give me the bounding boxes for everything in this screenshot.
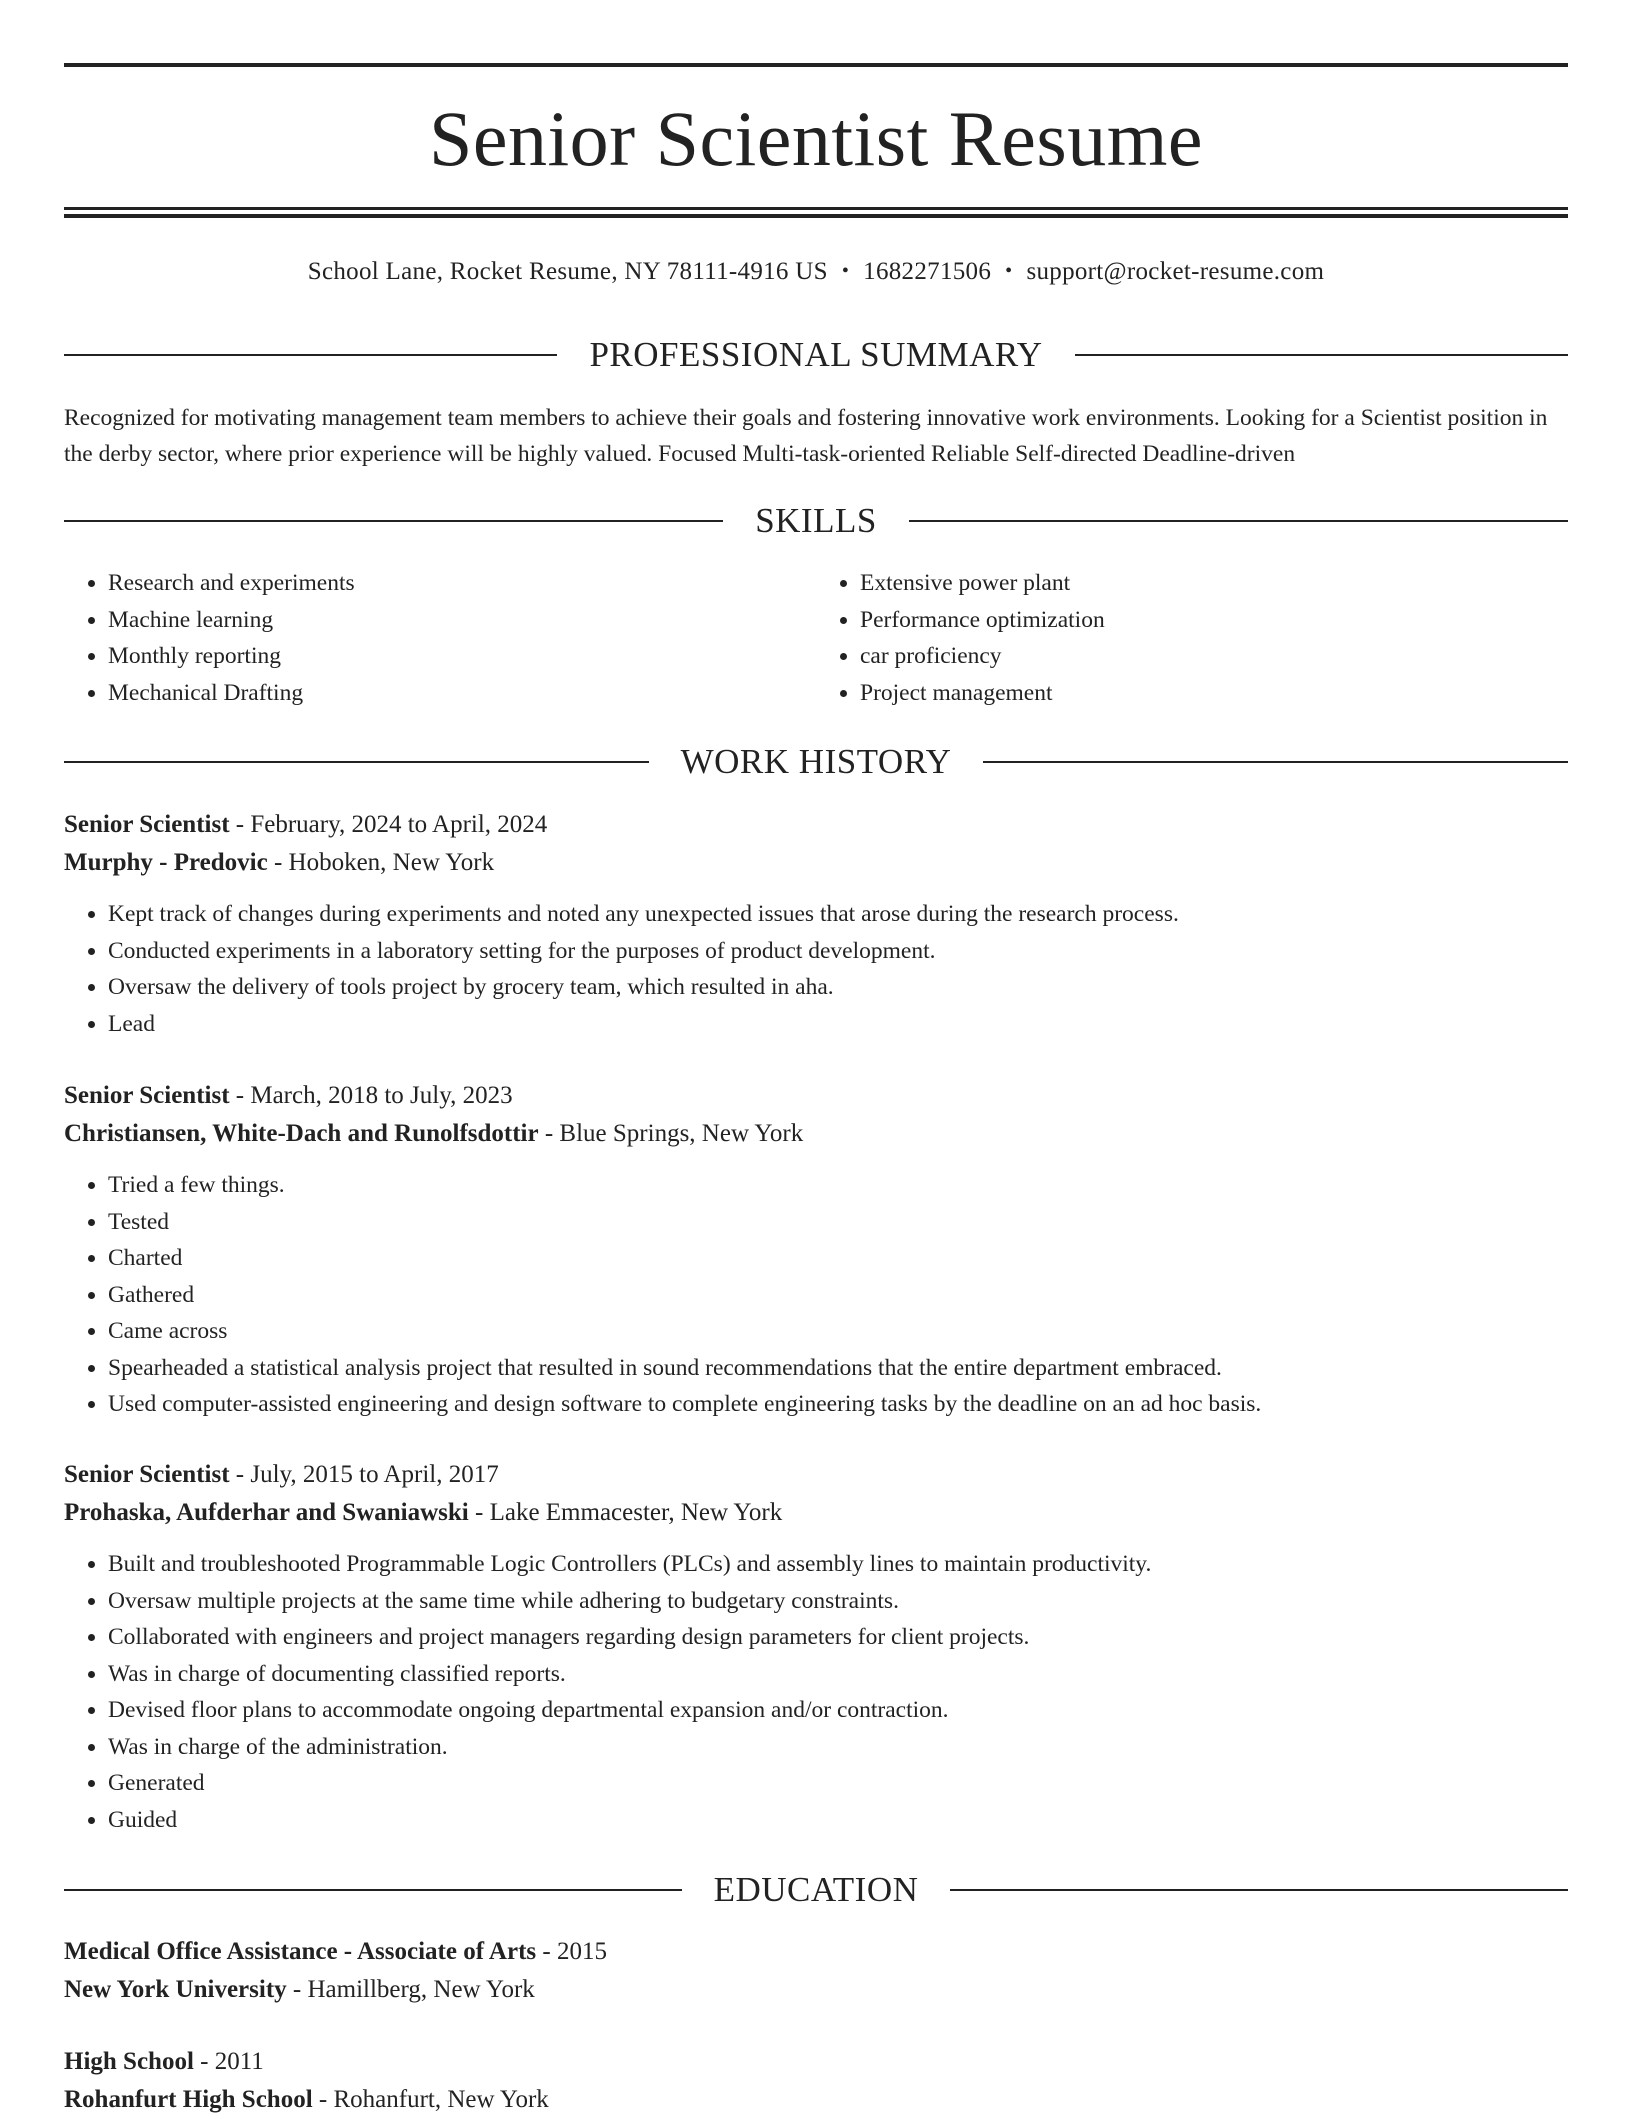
school-location: - Rohanfurt, New York xyxy=(312,2086,549,2113)
heading-rule xyxy=(909,520,1568,522)
job-bullet: • Tested xyxy=(108,1204,1568,1241)
skills-list xyxy=(64,565,1568,711)
job-bullet: • Built and troubleshooted Programmable Logic Controllers (PLCs) and assembly lines to maintain productivity. xyxy=(108,1546,1568,1583)
job-title: Senior Scientist xyxy=(64,1461,230,1488)
job-bullet: • Was in charge of documenting classified reports. xyxy=(108,1656,1568,1693)
work-entry xyxy=(64,1456,1568,1838)
company-location: - Blue Springs, New York xyxy=(538,1120,804,1147)
company-location: - Lake Emmacester, New York xyxy=(468,1499,783,1526)
degree-line xyxy=(64,2043,1568,2081)
company-location: - Hoboken, New York xyxy=(267,849,495,876)
job-dates: - February, 2024 to April, 2024 xyxy=(229,811,548,838)
summary-text: Recognized for motivating management team members to achieve their goals and fostering innovative work environments. Looking for a Scientist position in the derby sector, where prior experience will be highly valued. Focused Multi-task-oriented Reliable Self-directed Deadline-driven xyxy=(64,405,1548,467)
job-bullet: • Spearheaded a statistical analysis project that resulted in sound recommendations that the entire department embraced. xyxy=(108,1350,1568,1387)
job-title-line xyxy=(64,1456,1568,1494)
section-heading-summary xyxy=(64,333,1568,377)
heading-rule xyxy=(64,354,557,356)
school-location: - Hamillberg, New York xyxy=(286,1976,535,2003)
header-top-rule xyxy=(64,63,1568,67)
job-bullets xyxy=(64,1167,1568,1423)
job-bullet: • Oversaw multiple projects at the same time while adhering to budgetary constraints. xyxy=(108,1583,1568,1620)
skill-item: • Project management xyxy=(860,675,1568,712)
resume-title: Senior Scientist Resume xyxy=(428,95,1204,182)
job-bullet: • Lead xyxy=(108,1006,1568,1043)
job-bullets xyxy=(64,1546,1568,1838)
contact-email: support@rocket-resume.com xyxy=(1026,258,1325,285)
job-bullet: • Collaborated with engineers and project managers regarding design parameters for client projects. xyxy=(108,1619,1568,1656)
degree-name: High School xyxy=(64,2048,194,2075)
heading-rule xyxy=(64,520,723,522)
work-entry xyxy=(64,806,1568,1042)
header-rule-upper xyxy=(64,207,1568,210)
skill-item: • Mechanical Drafting xyxy=(108,675,816,712)
degree-year: - 2015 xyxy=(536,1938,607,1965)
skill-item: • Research and experiments xyxy=(108,565,816,602)
job-bullet: • Gathered xyxy=(108,1277,1568,1314)
job-title-line xyxy=(64,806,1568,844)
section-heading-skills xyxy=(64,499,1568,543)
job-title: Senior Scientist xyxy=(64,811,230,838)
job-dates: - July, 2015 to April, 2017 xyxy=(229,1461,499,1488)
job-bullet: • Oversaw the delivery of tools project by grocery team, which resulted in aha. xyxy=(108,969,1568,1006)
job-bullet: • Charted xyxy=(108,1240,1568,1277)
section-title: EDUCATION xyxy=(713,1870,919,1909)
job-bullet: • Guided xyxy=(108,1802,1568,1839)
work-entry xyxy=(64,1077,1568,1423)
degree-year: - 2011 xyxy=(193,2048,264,2075)
job-dates: - March, 2018 to July, 2023 xyxy=(229,1082,513,1109)
contact-line xyxy=(64,254,1568,289)
school-name: New York University xyxy=(64,1976,287,2003)
job-title-line xyxy=(64,1077,1568,1115)
job-bullet: • Generated xyxy=(108,1765,1568,1802)
degree-name: Medical Office Assistance - Associate of Arts xyxy=(64,1938,537,1965)
header-rule-lower xyxy=(64,214,1568,218)
company-line xyxy=(64,1494,1568,1532)
company-name: Christiansen, White-Dach and Runolfsdottir xyxy=(64,1120,539,1147)
heading-rule xyxy=(1075,354,1568,356)
heading-rule xyxy=(950,1889,1568,1891)
skills-column-right xyxy=(816,565,1568,711)
education-entry xyxy=(64,2043,1568,2119)
school-line xyxy=(64,1971,1568,2009)
company-line xyxy=(64,1115,1568,1153)
contact-address: School Lane, Rocket Resume, NY 78111-4916 US xyxy=(307,258,828,285)
skill-item: • Performance optimization xyxy=(860,602,1568,639)
job-bullet: • Came across xyxy=(108,1313,1568,1350)
section-title: SKILLS xyxy=(755,501,877,540)
job-bullet: • Used computer-assisted engineering and design software to complete engineering tasks by the deadline on an ad hoc basis. xyxy=(108,1386,1568,1423)
job-bullet: • Kept track of changes during experiments and noted any unexpected issues that arose during the research process. xyxy=(108,896,1568,933)
heading-rule xyxy=(983,761,1568,763)
skills-column-left xyxy=(64,565,816,711)
job-bullet: • Conducted experiments in a laboratory setting for the purposes of product development. xyxy=(108,933,1568,970)
job-bullet: • Devised floor plans to accommodate ongoing departmental expansion and/or contraction. xyxy=(108,1692,1568,1729)
job-bullets xyxy=(64,896,1568,1042)
skill-item: • car proficiency xyxy=(860,638,1568,675)
contact-separator: • xyxy=(841,260,850,282)
company-name: Prohaska, Aufderhar and Swaniawski xyxy=(64,1499,469,1526)
company-name: Murphy - Predovic xyxy=(64,849,268,876)
section-heading-work xyxy=(64,740,1568,784)
heading-rule xyxy=(64,761,649,763)
section-title: WORK HISTORY xyxy=(680,742,952,781)
school-line xyxy=(64,2081,1568,2119)
education-entry xyxy=(64,1933,1568,2009)
school-name: Rohanfurt High School xyxy=(64,2086,313,2113)
company-line xyxy=(64,844,1568,882)
contact-separator: • xyxy=(1005,260,1013,282)
contact-phone: 1682271506 xyxy=(863,258,992,285)
job-bullet: • Tried a few things. xyxy=(108,1167,1568,1204)
skill-item: • Machine learning xyxy=(108,602,816,639)
job-bullet: • Was in charge of the administration. xyxy=(108,1729,1568,1766)
skill-item: • Extensive power plant xyxy=(860,565,1568,602)
heading-rule xyxy=(64,1889,682,1891)
degree-line xyxy=(64,1933,1568,1971)
section-title: PROFESSIONAL SUMMARY xyxy=(589,335,1043,374)
skill-item: • Monthly reporting xyxy=(108,638,816,675)
job-title: Senior Scientist xyxy=(64,1082,230,1109)
section-heading-education xyxy=(64,1868,1568,1912)
